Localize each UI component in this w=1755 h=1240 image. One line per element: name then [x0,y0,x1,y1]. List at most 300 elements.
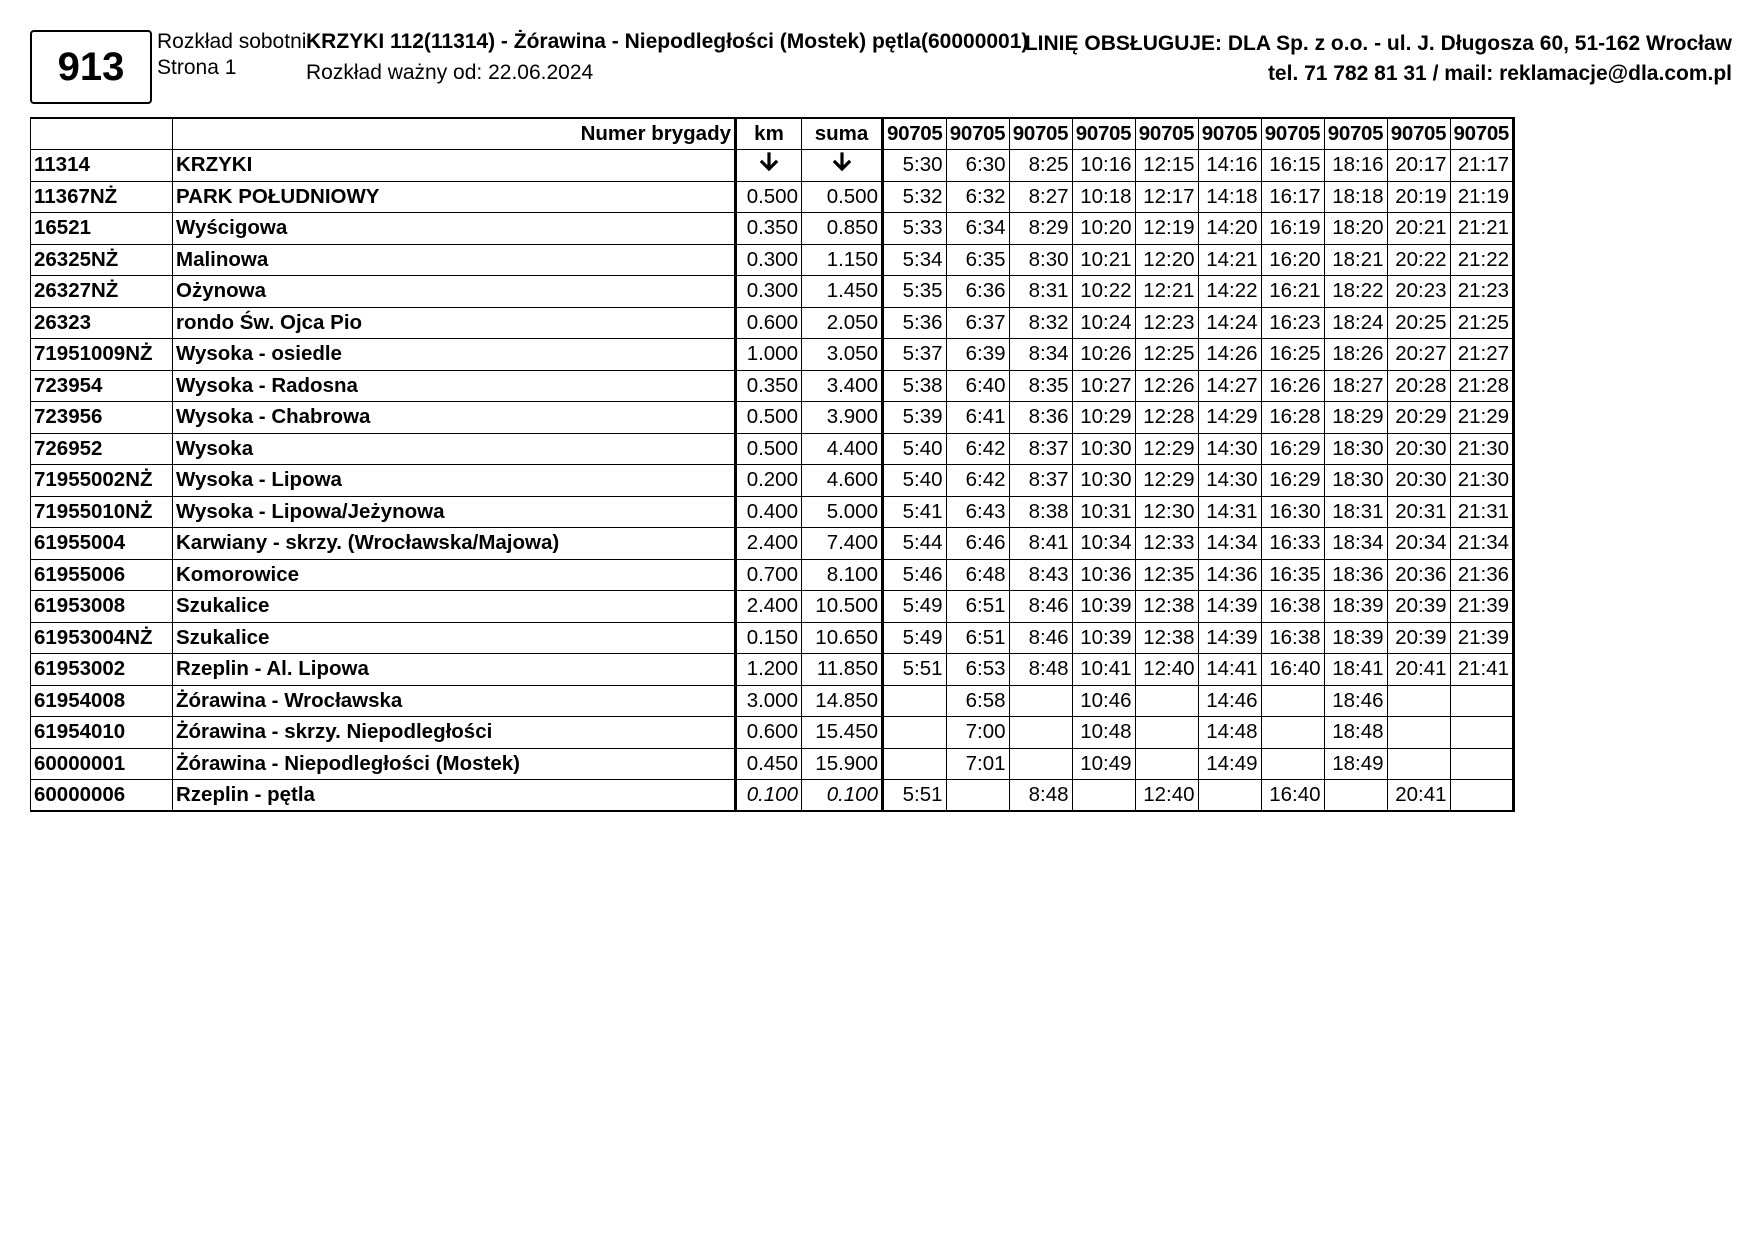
departure-time: 21:34 [1450,528,1514,560]
stop-km: 0.350 [736,213,802,245]
stop-code: 60000006 [31,780,173,812]
departure-time: 18:49 [1324,748,1387,780]
operator-contact: tel. 71 782 81 31 / mail: reklamacje@dla.com.pl [1267,62,1732,85]
departure-time: 12:25 [1135,339,1198,371]
header-brigade-number: 90705 [1009,118,1072,150]
departure-time [1198,780,1261,812]
stop-row [31,150,1514,182]
departure-time [1135,748,1198,780]
departure-time: 16:35 [1261,559,1324,591]
stop-km: 0.350 [736,370,802,402]
departure-time: 14:21 [1198,244,1261,276]
header-km: km [736,118,802,150]
departure-time [1009,717,1072,749]
stop-km: 0.600 [736,307,802,339]
departure-time: 18:30 [1324,465,1387,497]
departure-time: 21:30 [1450,433,1514,465]
stop-code: 726952 [31,433,173,465]
departure-time: 16:40 [1261,654,1324,686]
departure-time: 6:46 [946,528,1009,560]
departure-time: 16:28 [1261,402,1324,434]
stop-km: 0.150 [736,622,802,654]
header-brigade-number: 90705 [1450,118,1514,150]
departure-time: 16:19 [1261,213,1324,245]
header-brigade-number: 90705 [1324,118,1387,150]
departure-time: 16:17 [1261,181,1324,213]
stop-row [31,780,1514,812]
stop-sum: 0.500 [802,181,883,213]
stop-name: Wyścigowa [173,213,736,245]
departure-time: 14:31 [1198,496,1261,528]
stop-km: 0.300 [736,276,802,308]
departure-time: 8:48 [1009,654,1072,686]
stop-code: 16521 [31,213,173,245]
stop-km: 0.500 [736,402,802,434]
stop-name: Wysoka [173,433,736,465]
stop-km: 0.700 [736,559,802,591]
stop-sum: 3.400 [802,370,883,402]
departure-time: 21:17 [1450,150,1514,182]
stop-sum: 0.850 [802,213,883,245]
departure-time: 12:15 [1135,150,1198,182]
departure-time: 5:49 [883,591,947,623]
stop-row [31,748,1514,780]
departure-time: 18:26 [1324,339,1387,371]
departure-time: 12:38 [1135,591,1198,623]
departure-time [1450,685,1514,717]
stop-name: Szukalice [173,622,736,654]
departure-time: 10:16 [1072,150,1135,182]
departure-time: 16:29 [1261,433,1324,465]
departure-time: 8:25 [1009,150,1072,182]
departure-time: 6:48 [946,559,1009,591]
departure-time: 10:30 [1072,433,1135,465]
departure-time: 12:40 [1135,780,1198,812]
departure-time: 16:26 [1261,370,1324,402]
departure-time: 14:46 [1198,685,1261,717]
stop-name: PARK POŁUDNIOWY [173,181,736,213]
stop-row [31,181,1514,213]
stop-code: 11314 [31,150,173,182]
departure-time: 10:48 [1072,717,1135,749]
route-title: KRZYKI 112(11314) - Żórawina - Niepodległości (Mostek) pętla(60000001) [306,30,1029,53]
departure-time: 6:51 [946,591,1009,623]
departure-time: 20:31 [1387,496,1450,528]
departure-time: 10:30 [1072,465,1135,497]
departure-time: 18:18 [1324,181,1387,213]
departure-time [883,717,947,749]
line-number: 913 [57,44,125,89]
departure-time [1324,780,1387,812]
stop-km: 0.450 [736,748,802,780]
departure-time: 5:51 [883,780,947,812]
departure-time: 16:25 [1261,339,1324,371]
departure-time [1072,780,1135,812]
departure-time: 21:39 [1450,622,1514,654]
stop-code: 60000001 [31,748,173,780]
stop-row [31,591,1514,623]
stop-code: 61953008 [31,591,173,623]
departure-time: 12:29 [1135,433,1198,465]
departure-time: 10:24 [1072,307,1135,339]
departure-time [946,780,1009,812]
departure-time: 18:22 [1324,276,1387,308]
stop-code: 26323 [31,307,173,339]
stop-sum: 1.450 [802,276,883,308]
departure-time: 18:29 [1324,402,1387,434]
stop-km: 3.000 [736,685,802,717]
departure-time: 8:36 [1009,402,1072,434]
departure-time: 21:31 [1450,496,1514,528]
departure-time: 14:39 [1198,591,1261,623]
departure-time: 8:27 [1009,181,1072,213]
stop-code: 61953002 [31,654,173,686]
departure-time: 8:37 [1009,433,1072,465]
departure-time: 16:38 [1261,591,1324,623]
departure-time: 16:30 [1261,496,1324,528]
departure-time: 14:48 [1198,717,1261,749]
stop-code: 723956 [31,402,173,434]
stop-sum: 5.000 [802,496,883,528]
stop-name: Karwiany - skrzy. (Wrocławska/Majowa) [173,528,736,560]
departure-time: 8:35 [1009,370,1072,402]
departure-time: 5:33 [883,213,947,245]
departure-time: 10:39 [1072,591,1135,623]
departure-time: 18:27 [1324,370,1387,402]
departure-time: 20:30 [1387,465,1450,497]
departure-time [1450,780,1514,812]
departure-time: 16:23 [1261,307,1324,339]
departure-time: 16:38 [1261,622,1324,654]
stop-code: 71955002NŻ [31,465,173,497]
departure-time: 8:38 [1009,496,1072,528]
departure-time: 21:25 [1450,307,1514,339]
departure-time: 10:31 [1072,496,1135,528]
departure-time: 8:32 [1009,307,1072,339]
stop-row [31,433,1514,465]
departure-time: 8:43 [1009,559,1072,591]
stop-sum: 15.450 [802,717,883,749]
stop-km: 0.100 [736,780,802,812]
stop-name: Wysoka - Chabrowa [173,402,736,434]
timetable [30,117,1515,812]
stop-sum: 14.850 [802,685,883,717]
stop-sum: 3.900 [802,402,883,434]
header-row [31,118,1514,150]
header-sum: suma [802,118,883,150]
departure-time: 7:01 [946,748,1009,780]
departure-time: 14:36 [1198,559,1261,591]
departure-time: 21:41 [1450,654,1514,686]
day-type: Rozkład sobotni [157,30,307,53]
departure-time: 21:28 [1450,370,1514,402]
departure-time: 8:30 [1009,244,1072,276]
departure-time: 10:18 [1072,181,1135,213]
stop-name: rondo Św. Ojca Pio [173,307,736,339]
departure-time: 16:40 [1261,780,1324,812]
departure-time: 14:30 [1198,465,1261,497]
stop-row [31,339,1514,371]
departure-time: 18:24 [1324,307,1387,339]
stop-row [31,622,1514,654]
stop-km: 0.600 [736,717,802,749]
header-brigade-number: 90705 [1198,118,1261,150]
stop-sum: 3.050 [802,339,883,371]
departure-time: 16:20 [1261,244,1324,276]
stop-name: Wysoka - Lipowa/Jeżynowa [173,496,736,528]
down-arrow-icon [736,150,802,182]
departure-time: 14:49 [1198,748,1261,780]
departure-time: 6:41 [946,402,1009,434]
header-brigade-number: 90705 [1261,118,1324,150]
departure-time: 6:36 [946,276,1009,308]
departure-time: 8:37 [1009,465,1072,497]
departure-time: 5:34 [883,244,947,276]
departure-time: 7:00 [946,717,1009,749]
departure-time: 6:35 [946,244,1009,276]
departure-time: 12:29 [1135,465,1198,497]
stop-sum: 4.600 [802,465,883,497]
departure-time: 21:22 [1450,244,1514,276]
stop-km: 2.400 [736,591,802,623]
stop-code: 71955010NŻ [31,496,173,528]
departure-time [1261,717,1324,749]
departure-time: 20:22 [1387,244,1450,276]
departure-time: 21:19 [1450,181,1514,213]
departure-time: 10:34 [1072,528,1135,560]
stop-name: Żórawina - skrzy. Niepodległości [173,717,736,749]
stop-code: 61955004 [31,528,173,560]
departure-time: 5:30 [883,150,947,182]
stop-name: Ożynowa [173,276,736,308]
departure-time: 18:39 [1324,591,1387,623]
departure-time: 5:41 [883,496,947,528]
stop-name: Wysoka - Radosna [173,370,736,402]
stop-code: 61954010 [31,717,173,749]
departure-time [1009,685,1072,717]
departure-time: 8:48 [1009,780,1072,812]
header-brigade-number: 90705 [946,118,1009,150]
departure-time: 20:27 [1387,339,1450,371]
departure-time [1387,685,1450,717]
stop-name: Wysoka - osiedle [173,339,736,371]
departure-time: 21:27 [1450,339,1514,371]
stop-row [31,528,1514,560]
departure-time: 8:46 [1009,622,1072,654]
departure-time: 14:16 [1198,150,1261,182]
departure-time: 20:30 [1387,433,1450,465]
departure-time: 18:21 [1324,244,1387,276]
departure-time: 10:21 [1072,244,1135,276]
stop-row [31,276,1514,308]
departure-time: 16:21 [1261,276,1324,308]
header-brigade-number: 90705 [1135,118,1198,150]
departure-time: 12:35 [1135,559,1198,591]
departure-time [1387,748,1450,780]
stop-name: Komorowice [173,559,736,591]
page-number: Strona 1 [157,56,237,79]
departure-time: 12:30 [1135,496,1198,528]
departure-time: 6:39 [946,339,1009,371]
departure-time: 14:18 [1198,181,1261,213]
departure-time: 14:24 [1198,307,1261,339]
stop-code: 61955006 [31,559,173,591]
stop-row [31,717,1514,749]
departure-time: 20:36 [1387,559,1450,591]
departure-time: 21:23 [1450,276,1514,308]
departure-time: 12:40 [1135,654,1198,686]
departure-time: 18:46 [1324,685,1387,717]
stop-row [31,244,1514,276]
departure-time: 14:26 [1198,339,1261,371]
departure-time: 5:32 [883,181,947,213]
departure-time: 21:36 [1450,559,1514,591]
departure-time: 18:30 [1324,433,1387,465]
line-number-box [30,30,152,104]
departure-time [883,685,947,717]
departure-time: 18:34 [1324,528,1387,560]
departure-time: 20:39 [1387,591,1450,623]
stop-km: 1.200 [736,654,802,686]
stop-row [31,213,1514,245]
stop-sum: 1.150 [802,244,883,276]
departure-time: 12:38 [1135,622,1198,654]
header-brigade-number: 90705 [1072,118,1135,150]
departure-time [1261,685,1324,717]
departure-time: 18:31 [1324,496,1387,528]
departure-time: 20:17 [1387,150,1450,182]
stop-sum: 11.850 [802,654,883,686]
departure-time: 10:22 [1072,276,1135,308]
departure-time: 20:19 [1387,181,1450,213]
stop-km: 0.400 [736,496,802,528]
departure-time: 10:46 [1072,685,1135,717]
stop-km: 2.400 [736,528,802,560]
departure-time: 10:27 [1072,370,1135,402]
stop-sum: 10.500 [802,591,883,623]
departure-time: 8:41 [1009,528,1072,560]
departure-time: 5:35 [883,276,947,308]
departure-time: 14:20 [1198,213,1261,245]
departure-time: 20:41 [1387,780,1450,812]
stop-row [31,559,1514,591]
departure-time: 18:20 [1324,213,1387,245]
stop-name: KRZYKI [173,150,736,182]
departure-time: 8:31 [1009,276,1072,308]
header-brigade-number: 90705 [1387,118,1450,150]
departure-time: 6:30 [946,150,1009,182]
stop-name: Żórawina - Niepodległości (Mostek) [173,748,736,780]
departure-time [1261,748,1324,780]
departure-time: 21:39 [1450,591,1514,623]
departure-time: 5:44 [883,528,947,560]
header-brigade-number: 90705 [883,118,947,150]
valid-from: Rozkład ważny od: 22.06.2024 [306,61,594,84]
departure-time: 18:39 [1324,622,1387,654]
departure-time: 14:29 [1198,402,1261,434]
departure-time: 6:42 [946,433,1009,465]
departure-time: 16:33 [1261,528,1324,560]
departure-time: 14:22 [1198,276,1261,308]
departure-time: 5:51 [883,654,947,686]
operator-info: LINIĘ OBSŁUGUJE: DLA Sp. z o.o. - ul. J. Długosza 60, 51-162 Wrocław [1024,32,1732,55]
stop-row [31,402,1514,434]
stop-code: 61954008 [31,685,173,717]
stop-row [31,307,1514,339]
departure-time: 5:49 [883,622,947,654]
departure-time: 18:41 [1324,654,1387,686]
departure-time: 10:39 [1072,622,1135,654]
departure-time: 12:21 [1135,276,1198,308]
stop-code: 71951009NŻ [31,339,173,371]
departure-time: 6:58 [946,685,1009,717]
stop-km: 0.300 [736,244,802,276]
departure-time: 20:23 [1387,276,1450,308]
stop-sum: 8.100 [802,559,883,591]
stop-code: 11367NŻ [31,181,173,213]
stop-code: 26327NŻ [31,276,173,308]
departure-time: 14:39 [1198,622,1261,654]
departure-time: 20:25 [1387,307,1450,339]
departure-time: 6:43 [946,496,1009,528]
stop-code: 723954 [31,370,173,402]
stop-km: 1.000 [736,339,802,371]
stop-km: 0.500 [736,181,802,213]
departure-time: 12:28 [1135,402,1198,434]
departure-time: 12:20 [1135,244,1198,276]
stop-sum: 4.400 [802,433,883,465]
departure-time: 12:17 [1135,181,1198,213]
departure-time: 8:29 [1009,213,1072,245]
departure-time: 12:19 [1135,213,1198,245]
stop-name: Rzeplin - Al. Lipowa [173,654,736,686]
departure-time: 21:30 [1450,465,1514,497]
departure-time: 20:21 [1387,213,1450,245]
stop-km: 0.200 [736,465,802,497]
departure-time: 10:41 [1072,654,1135,686]
departure-time: 6:34 [946,213,1009,245]
departure-time: 6:40 [946,370,1009,402]
departure-time: 14:27 [1198,370,1261,402]
departure-time: 10:36 [1072,559,1135,591]
departure-time: 21:29 [1450,402,1514,434]
departure-time: 20:41 [1387,654,1450,686]
departure-time [1387,717,1450,749]
departure-time: 16:15 [1261,150,1324,182]
departure-time [1009,748,1072,780]
departure-time: 5:46 [883,559,947,591]
header-brigade-label: Numer brygady [173,118,736,150]
stop-name: Malinowa [173,244,736,276]
stop-code: 61953004NŻ [31,622,173,654]
departure-time: 8:34 [1009,339,1072,371]
stop-sum: 15.900 [802,748,883,780]
departure-time: 14:41 [1198,654,1261,686]
stop-sum: 7.400 [802,528,883,560]
departure-time: 5:38 [883,370,947,402]
departure-time: 6:32 [946,181,1009,213]
stop-sum: 10.650 [802,622,883,654]
departure-time: 20:34 [1387,528,1450,560]
departure-time: 10:26 [1072,339,1135,371]
departure-time: 21:21 [1450,213,1514,245]
departure-time: 14:30 [1198,433,1261,465]
departure-time: 10:20 [1072,213,1135,245]
stop-row [31,685,1514,717]
departure-time: 14:34 [1198,528,1261,560]
stop-km: 0.500 [736,433,802,465]
departure-time [1135,717,1198,749]
